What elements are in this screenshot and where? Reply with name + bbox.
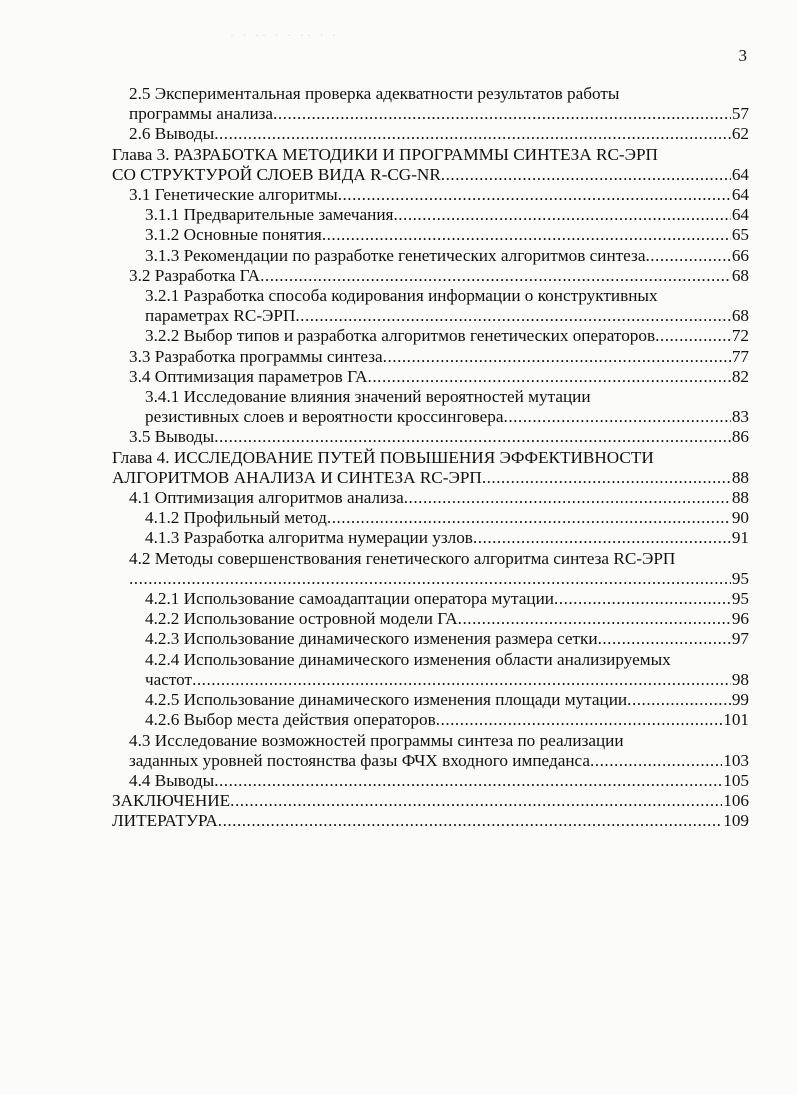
scan-noise: · ∙ ·· ∙ · ·· ∙ · <box>230 28 339 42</box>
toc-page-number: 105 <box>723 770 749 790</box>
toc-page-number: 68 <box>731 306 749 326</box>
toc-page-number: 98 <box>731 669 749 689</box>
toc-entry-title: заданных уровней постоянства фазы ФЧХ входного импеданса <box>129 750 590 770</box>
dot-leader <box>192 670 731 690</box>
dot-leader <box>645 246 730 266</box>
toc-entry-title-line: 4.3 Исследование возможностей программы синтеза по реализации <box>129 730 624 750</box>
dot-leader <box>473 528 731 548</box>
toc-page-number: 99 <box>731 690 749 710</box>
toc-entry[interactable] <box>112 326 749 346</box>
toc-entry-title: 4.2.3 Использование динамического изменения размера сетки <box>145 629 598 649</box>
toc-entry-title-line: Глава 4. ИССЛЕДОВАНИЕ ПУТЕЙ ПОВЫШЕНИЯ ЭФФЕКТИВНОСТИ <box>112 447 654 467</box>
dot-leader <box>214 427 731 447</box>
dot-leader <box>260 266 731 286</box>
toc-entry[interactable] <box>112 791 749 811</box>
dot-leader <box>554 589 731 609</box>
dot-leader <box>436 710 722 730</box>
toc-entry-title: программы анализа <box>129 104 274 124</box>
toc-entry[interactable] <box>112 629 749 649</box>
toc-entry[interactable] <box>112 225 749 245</box>
toc-entry-title-line: 4.2 Методы совершенствования генетического алгоритма синтеза RC-ЭРП <box>129 548 676 568</box>
toc-entry-title: частот <box>145 669 193 689</box>
toc-entry[interactable] <box>112 710 749 730</box>
toc-entry[interactable] <box>112 528 749 548</box>
toc-entry[interactable] <box>112 690 749 710</box>
toc-entry[interactable] <box>112 731 749 771</box>
toc-entry-title: 4.1.3 Разработка алгоритма нумерации узлов <box>145 528 473 548</box>
toc-entry[interactable] <box>112 771 749 791</box>
dot-leader <box>368 367 731 387</box>
toc-entry[interactable] <box>112 427 749 447</box>
dot-leader <box>338 185 731 205</box>
dot-leader <box>590 751 722 771</box>
toc-page-number: 82 <box>731 366 749 386</box>
toc-entry[interactable] <box>112 650 749 690</box>
toc-page-number: 91 <box>731 528 749 548</box>
dot-leader <box>273 104 731 124</box>
toc-page-number: 106 <box>723 791 749 811</box>
toc-entry-title: ЗАКЛЮЧЕНИЕ <box>112 791 231 811</box>
toc-entry[interactable] <box>112 185 749 205</box>
toc-entry[interactable] <box>112 145 749 185</box>
toc-entry-title: 4.2.6 Выбор места действия операторов <box>145 710 436 730</box>
toc-entry-title: АЛГОРИТМОВ АНАЛИЗА И СИНТЕЗА RC-ЭРП <box>112 467 482 487</box>
page-number: 3 <box>738 46 747 65</box>
dot-leader <box>458 609 731 629</box>
toc-page-number: 66 <box>731 245 749 265</box>
toc-entry-title: резистивных слоев и вероятности кроссинговера <box>145 407 504 427</box>
toc-entry-title: 4.4 Выводы <box>129 770 215 790</box>
toc-entry[interactable] <box>112 286 749 326</box>
toc-page-number: 62 <box>731 124 749 144</box>
toc-entry[interactable] <box>112 549 749 589</box>
toc-page-number: 88 <box>731 467 749 487</box>
toc-entry-title: 3.5 Выводы <box>129 427 215 447</box>
dot-leader <box>404 488 731 508</box>
toc-entry-title: 3.2.2 Выбор типов и разработка алгоритмов генетических операторов <box>145 326 656 346</box>
toc-entry-title: 3.1.1 Предварительные замечания <box>145 205 394 225</box>
toc-entry-title-line: 2.5 Экспериментальная проверка адекватности результатов работы <box>129 84 620 103</box>
toc-page-number: 64 <box>731 164 749 184</box>
dot-leader <box>214 124 731 144</box>
toc-entry-title: 4.2.2 Использование островной модели ГА <box>145 609 458 629</box>
toc-page-number: 90 <box>731 508 749 528</box>
toc-entry[interactable] <box>112 205 749 225</box>
dot-leader <box>655 326 731 346</box>
toc-entry-title: 4.1.2 Профильный метод <box>145 508 327 528</box>
toc-entry[interactable] <box>112 448 749 488</box>
toc-page-number: 77 <box>731 346 749 366</box>
dot-leader <box>129 569 731 589</box>
table-of-contents <box>112 84 749 832</box>
toc-page-number: 95 <box>731 589 749 609</box>
toc-entry-title: 4.2.5 Использование динамического изменения площади мутации <box>145 690 628 710</box>
dot-leader <box>504 407 731 427</box>
toc-entry-title: 3.1.3 Рекомендации по разработке генетических алгоритмов синтеза <box>145 245 646 265</box>
toc-page-number: 64 <box>731 205 749 225</box>
toc-page-number: 95 <box>731 568 749 588</box>
toc-entry[interactable] <box>112 266 749 286</box>
toc-entry[interactable] <box>112 124 749 144</box>
toc-entry-title: 2.6 Выводы <box>129 124 215 144</box>
dot-leader <box>393 205 730 225</box>
toc-entry-title-line: 3.4.1 Исследование влияния значений вероятностей мутации <box>145 387 591 407</box>
toc-entry-title: СО СТРУКТУРОЙ СЛОЕВ ВИДА R-CG-NR <box>112 164 441 184</box>
dot-leader <box>598 629 731 649</box>
toc-page-number: 64 <box>731 185 749 205</box>
toc-entry[interactable] <box>112 589 749 609</box>
toc-page-number: 97 <box>731 629 749 649</box>
toc-entry[interactable] <box>112 367 749 387</box>
toc-page-number: 96 <box>731 609 749 629</box>
toc-entry-title-line: Глава 3. РАЗРАБОТКА МЕТОДИКИ И ПРОГРАММЫ СИНТЕЗА RC-ЭРП <box>112 144 658 164</box>
toc-page-number: 86 <box>731 427 749 447</box>
toc-entry[interactable] <box>112 508 749 528</box>
dot-leader <box>441 165 731 185</box>
toc-entry-title: ЛИТЕРАТУРА <box>112 811 218 831</box>
toc-entry-title: параметрах RC-ЭРП <box>145 306 296 326</box>
toc-entry-title-line: 3.2.1 Разработка способа кодирования информации о конструктивных <box>145 286 658 306</box>
toc-page-number: 65 <box>731 225 749 245</box>
toc-entry[interactable] <box>112 84 749 124</box>
toc-page-number: 109 <box>723 811 749 831</box>
toc-entry-title: 3.2 Разработка ГА <box>129 265 261 285</box>
dot-leader <box>218 811 722 831</box>
dot-leader <box>482 468 731 488</box>
toc-entry-title: 4.2.1 Использование самоадаптации оператора мутации <box>145 589 554 609</box>
toc-entry-title: 3.4 Оптимизация параметров ГА <box>129 366 368 386</box>
toc-entry-title: 3.3 Разработка программы синтеза <box>129 346 383 366</box>
dot-leader <box>627 690 731 710</box>
toc-page-number: 101 <box>723 710 749 730</box>
toc-entry-title: 3.1 Генетические алгоритмы <box>129 185 338 205</box>
toc-page-number: 88 <box>731 488 749 508</box>
toc-entry-title: 4.1 Оптимизация алгоритмов анализа <box>129 488 404 508</box>
dot-leader <box>327 508 731 528</box>
dot-leader <box>230 791 722 811</box>
dot-leader <box>295 306 730 326</box>
toc-entry[interactable] <box>112 387 749 427</box>
toc-entry[interactable] <box>112 488 749 508</box>
toc-page-number: 83 <box>731 407 749 427</box>
toc-entry[interactable] <box>112 347 749 367</box>
toc-page-number: 103 <box>723 750 749 770</box>
toc-page-number: 72 <box>731 326 749 346</box>
toc-entry-title: 3.1.2 Основные понятия <box>145 225 322 245</box>
toc-entry[interactable] <box>112 246 749 266</box>
toc-page-number: 57 <box>731 104 749 124</box>
dot-leader <box>383 347 731 367</box>
dot-leader <box>322 225 731 245</box>
dot-leader <box>214 771 722 791</box>
toc-entry[interactable] <box>112 609 749 629</box>
toc-page-number: 68 <box>731 265 749 285</box>
toc-entry-title-line: 4.2.4 Использование динамического изменения области анализируемых <box>145 649 671 669</box>
toc-entry[interactable] <box>112 811 749 831</box>
